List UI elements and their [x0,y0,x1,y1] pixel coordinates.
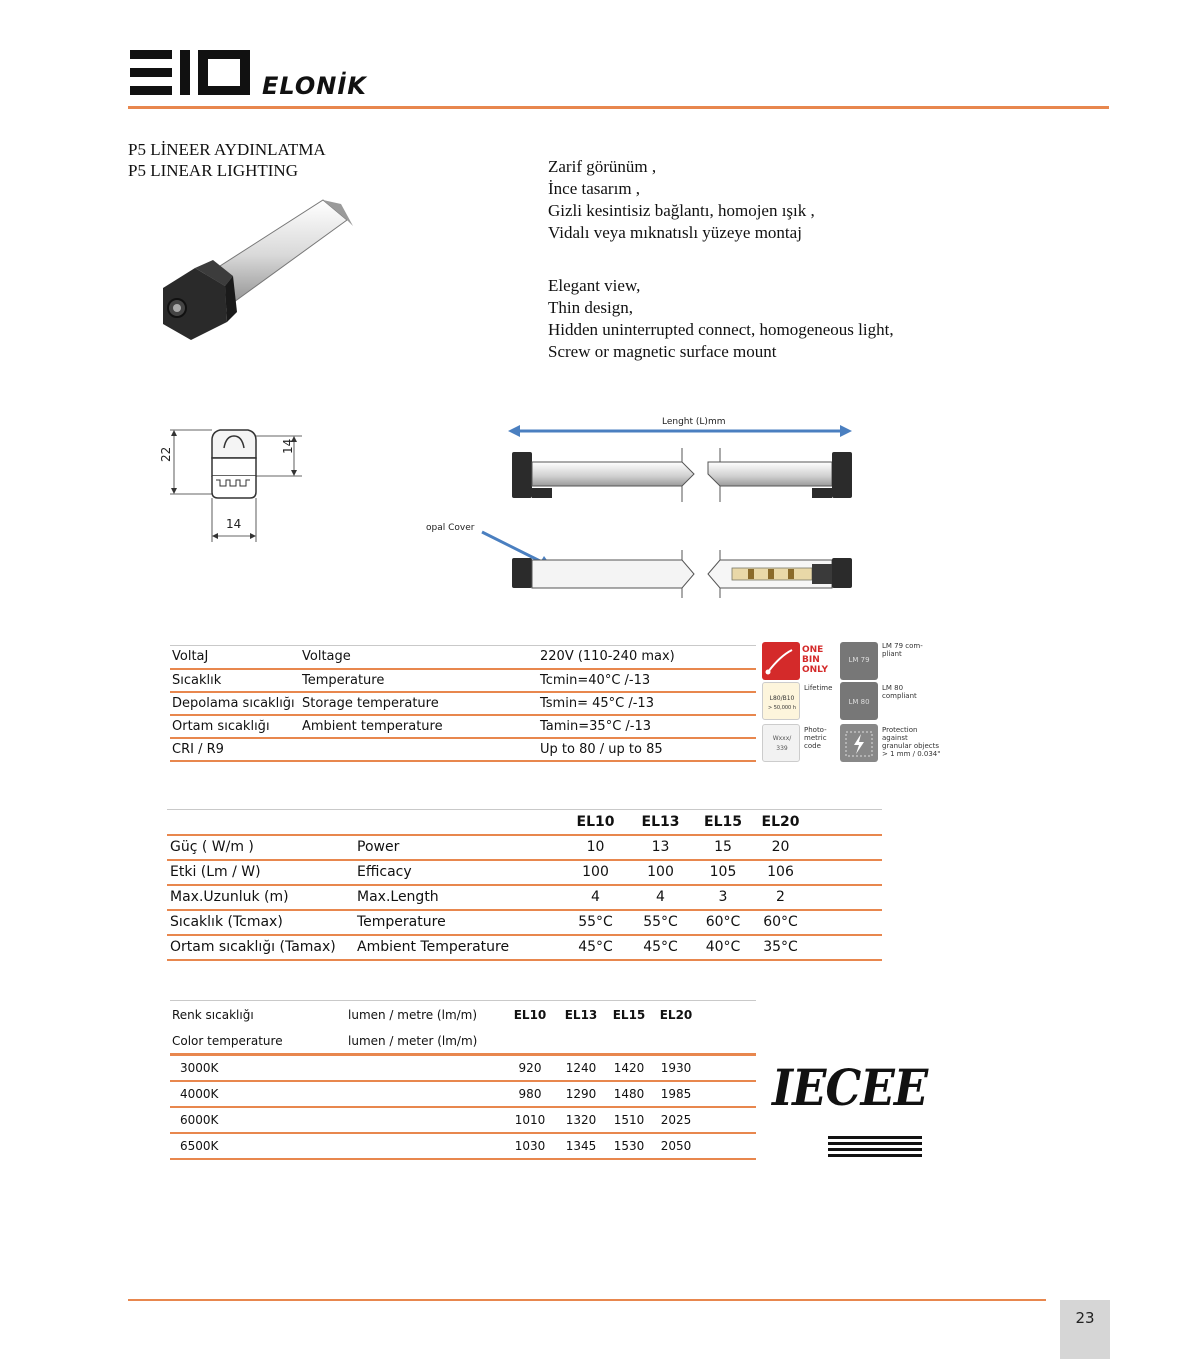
one-bin-line: ONE [802,645,824,655]
product-photo [155,190,365,350]
photometric-badge [762,724,800,762]
spec-label-en: Storage temperature [300,692,538,715]
lm79-text-line: pliant [882,650,902,658]
lm80-badge [840,682,878,720]
col-lumen-en: lumen / meter (lm/m) [346,1029,504,1055]
table-cell: 2025 [652,1107,700,1133]
table-header-row [170,1001,756,1029]
table-row [170,1081,756,1107]
spec-label-tr: Sıcaklık [170,669,300,692]
header-rule [128,106,1109,109]
table-cell: 1240 [556,1055,606,1081]
table-cell: 1510 [606,1107,652,1133]
cover-label: opal Cover [426,523,475,533]
lumen-table [170,1000,756,1160]
spec-value: Up to 80 / up to 85 [538,738,756,761]
logo-wordmark: ELONİK [262,72,367,100]
one-bin-text [802,645,828,675]
length-drawing [420,408,860,603]
iecee-lines [828,1136,922,1158]
feature-line: Vidalı veya mıknatıslı yüzeye montaj [548,223,802,242]
table-cell: 100 [563,860,628,885]
table-cell: 100 [628,860,693,885]
cct-cell: 4000K [170,1081,346,1107]
table-cell: 105 [693,860,753,885]
one-bin-line: ONLY [802,665,829,675]
row-label-tr: Max.Uzunluk (m) [167,885,345,910]
table-cell: 1010 [504,1107,556,1133]
model-header: EL20 [753,810,808,835]
table-cell: 60°C [753,910,808,935]
table-cell: 2050 [652,1133,700,1159]
table-cell: 45°C [563,935,628,960]
table-cell: 4 [563,885,628,910]
spec-value: Tamin=35°C /-13 [538,715,756,738]
lm79-badge-label: LM 79 [848,656,870,664]
table-row [170,1107,756,1133]
col-cct-tr: Renk sıcaklığı [170,1001,346,1029]
feature-line: Screw or magnetic surface mount [548,342,777,361]
spec-value: Tsmin= 45°C /-13 [538,692,756,715]
spec-label-tr: Depolama sıcaklığı [170,692,300,715]
one-bin-badge [762,642,800,680]
table-cell: 45°C [628,935,693,960]
table-row [167,885,882,910]
feature-line: İnce tasarım , [548,179,641,198]
spec-label-en: Voltage [300,646,538,669]
table-row [167,835,882,860]
photometric-badge-line: Wxxx/ [772,735,792,742]
model-header: EL20 [652,1001,700,1029]
lifetime-text: Lifetime [804,684,833,692]
table-cell: 40°C [693,935,753,960]
spec-value: 220V (110-240 max) [538,646,756,669]
lm80-text-line: compliant [882,692,917,700]
table-cell: 1320 [556,1107,606,1133]
feature-line: Elegant view, [548,276,641,295]
table-cell: 13 [628,835,693,860]
dim-inner-label: 14 [281,438,295,454]
table-cell: 15 [693,835,753,860]
photometric-text [804,726,827,750]
lm79-text [882,642,923,658]
spec-table [170,645,756,762]
table-cell: 1930 [652,1055,700,1081]
power-table [167,809,882,961]
protection-text-line: against [882,734,908,742]
lm80-text-line: LM 80 [882,684,904,692]
row-label-tr: Sıcaklık (Tcmax) [167,910,345,935]
table-cell: 1530 [606,1133,652,1159]
product-title-en: P5 LINEAR LIGHTING [128,161,298,180]
table-cell: 1030 [504,1133,556,1159]
lm79-text-line: LM 79 com- [882,642,923,650]
protection-text-line: granular objects [882,742,940,750]
table-cell: 60°C [693,910,753,935]
row-label-en: Max.Length [345,885,563,910]
spec-label-en: Ambient temperature [300,715,538,738]
spec-label-en: Temperature [300,669,538,692]
cross-section-drawing [150,418,320,548]
lm80-text [882,684,917,700]
table-row [170,646,756,669]
cct-cell: 6000K [170,1107,346,1133]
table-cell: 1985 [652,1081,700,1107]
model-header: EL15 [606,1001,652,1029]
table-cell: 1420 [606,1055,652,1081]
table-cell: 55°C [563,910,628,935]
cct-cell: 3000K [170,1055,346,1081]
iecee-logo: IECEE [772,1058,928,1117]
table-header-row [167,810,882,835]
table-row [170,1055,756,1081]
one-bin-line: BIN [802,655,820,665]
feature-line: Gizli kesintisiz bağlantı, homojen ışık , [548,201,815,220]
row-label-en: Power [345,835,563,860]
spec-label-en [300,738,538,761]
photometric-text-line: code [804,742,821,750]
table-row [167,910,882,935]
dim-width-label: 14 [226,517,242,531]
lifetime-badge-line: L80/B10 [769,695,795,702]
bin-arrow-icon [762,642,800,680]
length-label: Lenght (L)mm [662,417,726,427]
spec-label-tr: CRI / R9 [170,738,300,761]
table-cell: 10 [563,835,628,860]
table-header-row [170,1029,756,1055]
lm80-badge-label: LM 80 [848,698,870,706]
row-label-tr: Ortam sıcaklığı (Tamax) [167,935,345,960]
table-row [170,1133,756,1159]
table-cell: 920 [504,1055,556,1081]
page-number: 23 [1075,1309,1095,1327]
table-row [167,860,882,885]
table-cell: 3 [693,885,753,910]
lightning-icon [840,724,878,762]
features-tr [548,156,815,244]
table-row [167,935,882,960]
lifetime-badge-line: > 50,000 h [767,705,797,711]
table-cell: 55°C [628,910,693,935]
table-row [170,669,756,692]
row-label-tr: Güç ( W/m ) [167,835,345,860]
feature-line: Thin design, [548,298,633,317]
table-cell: 106 [753,860,808,885]
table-cell: 1480 [606,1081,652,1107]
table-row [170,738,756,761]
table-cell: 20 [753,835,808,860]
feature-line: Zarif görünüm , [548,157,657,176]
table-cell: 1290 [556,1081,606,1107]
model-header: EL13 [628,810,693,835]
dim-height-label: 22 [159,446,173,462]
protection-text [882,726,940,758]
protection-badge [840,724,878,762]
row-label-tr: Etki (Lm / W) [167,860,345,885]
lm79-badge [840,642,878,680]
model-header: EL10 [563,810,628,835]
lifetime-badge [762,682,800,720]
spec-label-tr: Ortam sıcaklığı [170,715,300,738]
model-header: EL15 [693,810,753,835]
table-row [170,715,756,738]
photometric-text-line: Photo- [804,726,827,734]
col-lumen-tr: lumen / metre (lm/m) [346,1001,504,1029]
table-row [170,692,756,715]
product-title-tr: P5 LİNEER AYDINLATMA [128,140,326,159]
photometric-badge-line: 339 [776,745,788,752]
table-cell: 35°C [753,935,808,960]
feature-line: Hidden uninterrupted connect, homogeneous light, [548,320,894,339]
protection-text-line: Protection [882,726,918,734]
protection-text-line: > 1 mm / 0.034" [882,750,941,758]
footer-rule [128,1299,1046,1301]
features-en [548,275,894,363]
row-label-en: Temperature [345,910,563,935]
spec-label-tr: VoltaJ [170,646,300,669]
table-cell: 1345 [556,1133,606,1159]
row-label-en: Ambient Temperature [345,935,563,960]
row-label-en: Efficacy [345,860,563,885]
cct-cell: 6500K [170,1133,346,1159]
table-cell: 980 [504,1081,556,1107]
model-header: EL13 [556,1001,606,1029]
spec-value: Tcmin=40°C /-13 [538,669,756,692]
col-cct-en: Color temperature [170,1029,346,1055]
table-cell: 2 [753,885,808,910]
table-cell: 4 [628,885,693,910]
photometric-text-line: metric [804,734,827,742]
model-header: EL10 [504,1001,556,1029]
